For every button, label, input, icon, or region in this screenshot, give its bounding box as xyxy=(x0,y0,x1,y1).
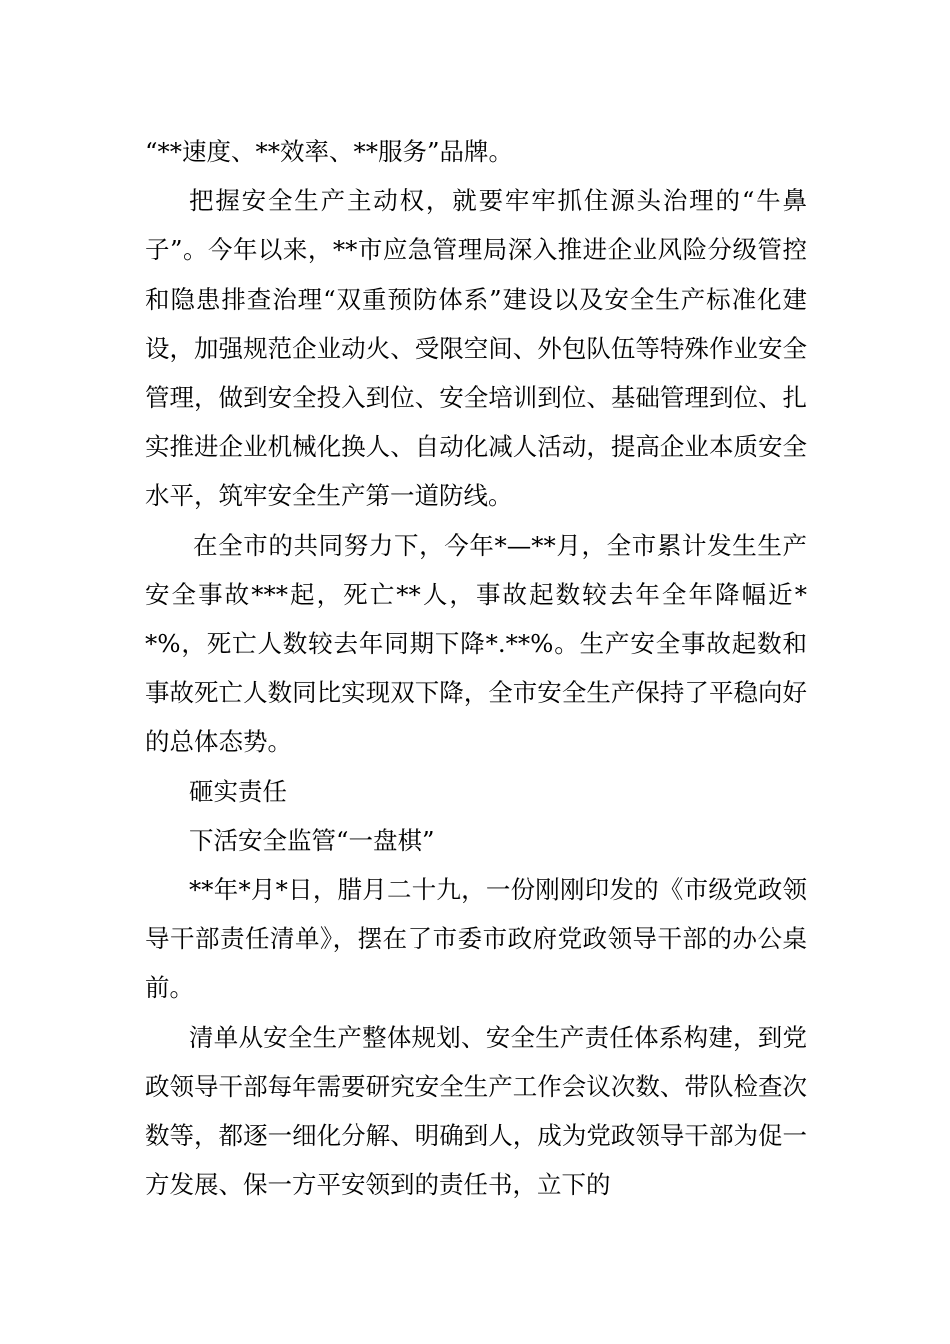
paragraph-list-details: 清单从安全生产整体规划、安全生产责任体系构建，到党政领导干部每年需要研究安全生产工作会议次数、带队检查次数等，都逐一细化分解、明确到人，成为党政领导干部为促一方发展、保一方平安领到的责任书，立下的 xyxy=(145,1022,807,1200)
document-body xyxy=(145,127,807,1209)
paragraph-responsibility-list: **年*月*日，腊月二十九，一份刚刚印发的《市级党政领导干部责任清单》，摆在了市委市政府党政领导干部的办公桌前。 xyxy=(145,875,807,1003)
paragraph-source-governance: 把握安全生产主动权，就要牢牢抓住源头治理的“牛鼻子”。今年以来，**市应急管理局深入推进企业风险分级管控和隐患排查治理“双重预防体系”建设以及安全生产标准化建设，加强规范企业动火、受限空间、外包队伍等特殊作业安全管理，做到安全投入到位、安全培训到位、基础管理到位、扎实推进企业机械化换人、自动化减人活动，提高企业本质安全水平，筑牢安全生产第一道防线。 xyxy=(145,186,807,511)
paragraph-brand-line: “**速度、**效率、**服务”品牌。 xyxy=(145,137,514,166)
paragraph-accident-statistics: 在全市的共同努力下，今年*—**月，全市累计发生生产安全事故***起，死亡**人，事故起数较去年全年降幅近**%，死亡人数较去年同期下降*.**%。生产安全事故起数和事故死亡人数同比实现双下降，全市安全生产保持了平稳向好的总体态势。 xyxy=(145,530,807,757)
section-subheading-supervision: 下活安全监管“一盘棋” xyxy=(189,825,435,855)
section-heading-responsibility: 砸实责任 xyxy=(189,776,287,806)
